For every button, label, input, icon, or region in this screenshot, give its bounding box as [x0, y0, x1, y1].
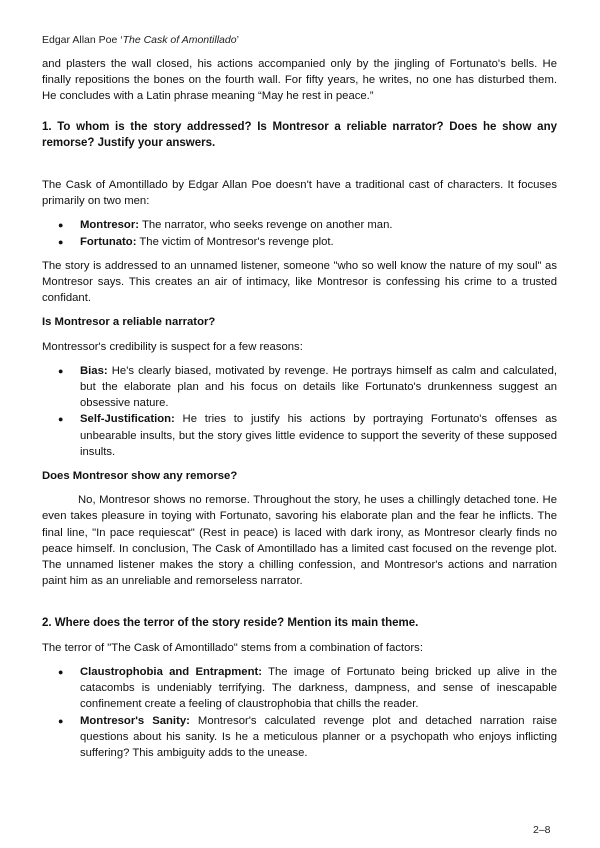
page-number: 2–8	[533, 824, 551, 836]
q1-paragraph-1: The Cask of Amontillado by Edgar Allan Poe doesn't have a traditional cast of characters. It focuses primarily on two men:	[42, 179, 557, 208]
list-item: ● Montresor: The narrator, who seeks revenge on another man.	[80, 217, 557, 233]
character-list	[42, 217, 557, 249]
list-item: ● Claustrophobia and Entrapment: The image of Fortunato being bricked up alive in the catacombs is undeniably terrifying. The darkness, dampness, and sense of inescapable confinement create a feeling of claustrophobia that chills the reader.	[80, 664, 557, 713]
list-item: ● Self-Justification: He tries to justify his actions by portraying Fortunato's offenses as unbearable insults, but the story gives little evidence to support the severity of these supposed insults.	[80, 411, 557, 460]
reliable-heading: Is Montresor a reliable narrator?	[42, 316, 216, 329]
list-item: ● Montresor's Sanity: Montresor's calculated revenge plot and detached narration raise questions about his sanity. Is he a meticulous planner or a psychopath who enjoys inflicting suffering? This ambiguity adds to the unease.	[80, 713, 557, 762]
reasons-list	[42, 363, 557, 460]
question-2: 2. Where does the terror of the story reside? Mention its main theme.	[42, 617, 419, 630]
header-author: Edgar Allan Poe	[42, 34, 118, 46]
remorse-paragraph: No, Montresor shows no remorse. Throughout the story, he uses a chillingly detached tone. He even takes pleasure in toying with Fortunato, savoring his elaborate plan and the fear he inflicts. The final line, "In pace requiescat" (Rest in peace) is laced with dark irony, as Montresor clearly finds no peace himself. In conclusion, The Cask of Amontillado has a limited cast focused on the revenge plot. The unnamed listener makes the story a chilling confession, and Montresor's actions and narration paint him as an unreliable and remorseless narrator.	[42, 494, 557, 588]
list-item: ● Bias: He's clearly biased, motivated by revenge. He portrays himself as calm and calculated, but the elaborate plan and his focus on details like Fortunato's drunkenness suggest an obsessive nature.	[80, 363, 557, 412]
q2-intro: The terror of "The Cask of Amontillado" stems from a combination of factors:	[42, 641, 423, 654]
list-item: ● Fortunato: The victim of Montresor's revenge plot.	[80, 234, 557, 250]
reliable-intro: Montressor's credibility is suspect for a few reasons:	[42, 340, 303, 353]
page-content	[42, 56, 557, 761]
running-header: Edgar Allan Poe ‘The Cask of Amontillado’	[42, 34, 239, 46]
question-1: 1. To whom is the story addressed? Is Montresor a reliable narrator? Does he show any remorse? Justify your answers.	[42, 120, 557, 149]
remorse-heading: Does Montresor show any remorse?	[42, 470, 238, 483]
q1-paragraph-2: The story is addressed to an unnamed listener, someone "who so well know the nature of my soul" as Montresor says. This creates an air of intimacy, like Montresor is confessing his crime to a trusted confidant.	[42, 259, 557, 305]
factors-list	[42, 664, 557, 761]
header-title: The Cask of Amontillado	[122, 34, 237, 46]
intro-paragraph: and plasters the wall closed, his actions accompanied only by the jingling of Fortunato's bells. He finally repositions the bones on the fourth wall. For fifty years, he writes, no one has disturbed them. He concludes with a Latin phrase meaning “May he rest in peace.”	[42, 58, 557, 103]
